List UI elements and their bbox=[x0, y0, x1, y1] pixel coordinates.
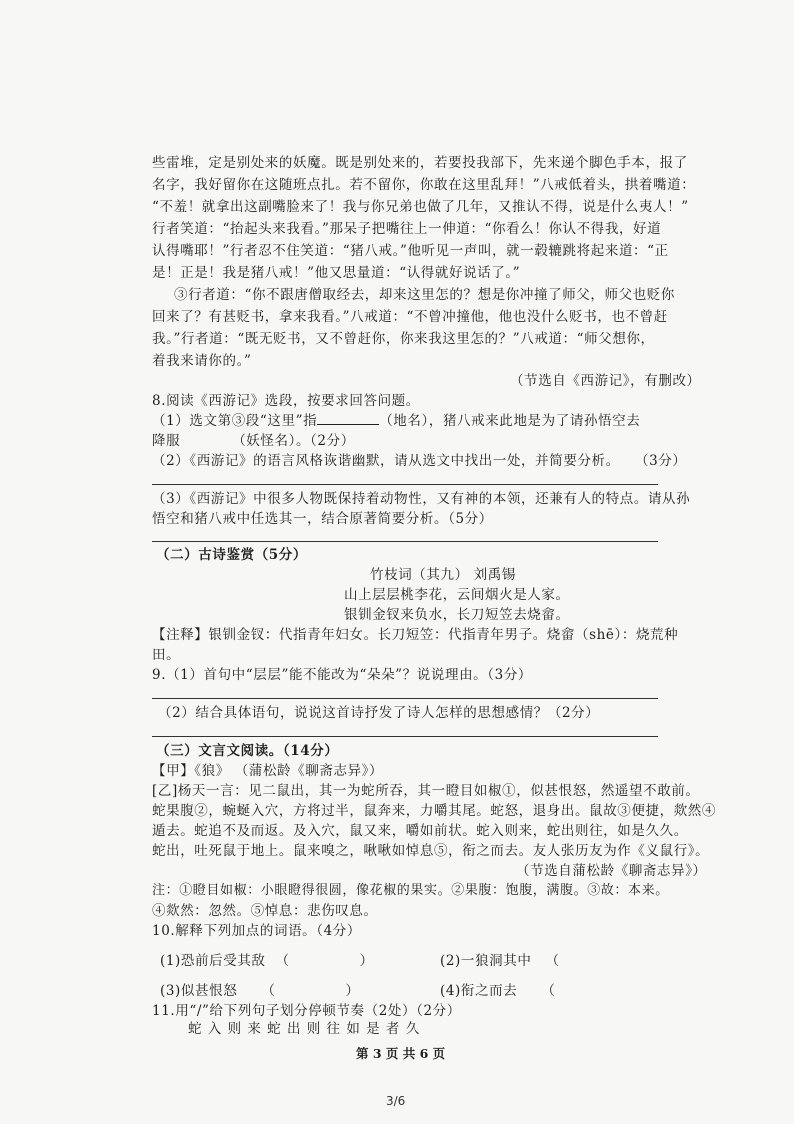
q11-stem: 11.用“/”给下列句子划分停顿节奏（2处）（2分） bbox=[152, 1003, 461, 1019]
q9-part2: （2）结合具体语句，说说这首诗抒发了诗人怎样的思想感情？（2分） bbox=[158, 705, 600, 721]
page-indicator: 3/6 bbox=[386, 1094, 406, 1108]
passage-yi-line: [乙]杨天一言：见二鼠出，其一为蛇所吞，其一瞪目如椒①，似甚恨怒，然遥望不敢前。 bbox=[152, 783, 700, 799]
passage-line: 着我来请你的。” bbox=[152, 353, 252, 369]
answer-blank[interactable] bbox=[275, 983, 345, 995]
q10-stem: 10.解释下列加点的词语。（4分） bbox=[152, 923, 362, 939]
q10-item bbox=[160, 952, 374, 970]
q8-part2-score: （3分） bbox=[641, 453, 687, 469]
passage-line: ③行者道：“你不跟唐僧取经去，却来这里怎的？想是你冲撞了师父，师父也贬你 bbox=[174, 287, 676, 303]
q8-part2 bbox=[152, 452, 687, 470]
passage-yi-line: 蛇出，吐死鼠于地上。鼠来嗅之，啾啾如悼息⑤，衔之而去。友人张历友为作《义鼠行》。 bbox=[152, 843, 710, 859]
section-title: （三）文言文阅读。（14分） bbox=[156, 743, 339, 759]
paren-close: ） bbox=[345, 983, 360, 999]
q8-stem: 8.阅读《西游记》选段，按要求回答问题。 bbox=[152, 393, 420, 409]
passage-line: 些雷堆，定是别处来的妖魔。既是别处来的，若要投我部下，先来递个脚色手本，报了 bbox=[152, 155, 688, 171]
q9-part1: 9.（1）首句中“层层”能不能改为“朵朵”？说说理由。（3分） bbox=[152, 667, 533, 683]
q8-part1 bbox=[152, 412, 640, 430]
section-title: （二）古诗鉴赏（5分） bbox=[156, 547, 307, 563]
q8-part1-text: 降服 bbox=[152, 433, 181, 449]
paren-close: ） bbox=[359, 953, 374, 969]
paren-open: （ bbox=[261, 983, 276, 999]
answer-line[interactable] bbox=[152, 484, 658, 485]
answer-line[interactable] bbox=[152, 541, 658, 542]
answer-line[interactable] bbox=[152, 698, 658, 699]
notes: 注：①瞪目如椒：小眼瞪得很圆，像花椒的果实。②果腹：饱腹，满腹。③故：本来。 bbox=[152, 883, 669, 898]
poem-note: 田。 bbox=[152, 647, 181, 663]
q10-item bbox=[440, 982, 555, 1000]
passage-jia: 【甲】《狼》 （蒲松龄《聊斋志异》） bbox=[152, 763, 384, 779]
poem-title: 竹枝词（其九） 刘禹锡 bbox=[370, 567, 516, 583]
passage-yi-line: 蛇果腹②，蜿蜒入穴，方将过半，鼠奔来，力嚼其尾。蛇怒，退身出。鼠故③便捷，欻然④ bbox=[152, 803, 716, 819]
passage-line: 回来了？有甚贬书，拿来我看。”八戒道：“不曾冲撞他，他也没什么贬书，也不曾赶 bbox=[152, 309, 668, 325]
q8-part1-cont bbox=[152, 432, 355, 450]
passage-line: “不羞！就拿出这副嘴脸来了！我与你兄弟也做了几年，又推认不得，说是什么夷人！” bbox=[152, 199, 689, 215]
passage-yi-line: 遁去。蛇追不及而返。及入穴，鼠又来，嚼如前状。蛇入则来，蛇出则往，如是久久。 bbox=[152, 823, 688, 839]
answer-blank[interactable] bbox=[317, 412, 379, 425]
passage-line: 是！正是！我是猪八戒！”他又思量道：“认得就好说话了。” bbox=[152, 265, 521, 281]
page-footer: 第 3 页 共 6 页 bbox=[356, 1046, 446, 1061]
answer-blank[interactable] bbox=[290, 953, 360, 965]
q8-part2-text: （2）《西游记》的语言风格诙谐幽默，请从选文中找出一处，并简要分析。 bbox=[152, 453, 620, 469]
paren-open: （ bbox=[545, 953, 560, 969]
paren-open: （ bbox=[541, 983, 556, 999]
q8-part1-text: （1）选文第③段“这里”指 bbox=[152, 413, 318, 429]
poem-line: 银钏金钗来负水，长刀短笠去烧畲。 bbox=[344, 607, 570, 623]
q10-item bbox=[440, 952, 560, 970]
notes: ④欻然：忽然。⑤悼息：悲伤叹息。 bbox=[152, 903, 378, 919]
passage-line: 认得嘴耶！”行者忍不住笑道：“猪八戒。”他听见一声叫，就一毂辘跳将起来道：“正 bbox=[152, 243, 669, 259]
answer-line[interactable] bbox=[152, 736, 658, 737]
q8-part1-text: （妖怪名）。（2分） bbox=[232, 433, 355, 449]
q10-item-text: (3)似甚恨怒 bbox=[160, 983, 238, 999]
q8-part3-cont: 悟空和猪八戒中任选其一，结合原著简要分析。（5分） bbox=[152, 511, 493, 527]
paren-open: （ bbox=[275, 953, 290, 969]
passage-line: 名字，我好留你在这随班点扎。若不留你，你敢在这里乱拜！”八戒低着头，拱着嘴道： bbox=[152, 177, 696, 193]
poem-note: 【注释】银钏金钗：代指青年妇女。长刀短笠：代指青年男子。烧畲（shē）：烧荒种 bbox=[152, 627, 679, 643]
passage-line: 我。”行者道：“既无贬书，又不曾赶你，你来我这里怎的？”八戒道：“师父想你， bbox=[152, 331, 655, 347]
q10-item bbox=[160, 982, 360, 1000]
q8-part1-text: （地名），猪八戒来此地是为了请孙悟空去 bbox=[379, 413, 641, 429]
passage-source: （节选自《西游记》，有删改） bbox=[510, 373, 701, 389]
q11-sentence: 蛇 入 则 来 蛇 出 则 往 如 是 者 久 bbox=[188, 1021, 421, 1037]
q10-item-text: (2)一狼洞其中 bbox=[440, 953, 532, 969]
passage-yi-source: （节选自蒲松龄《聊斋志异》） bbox=[516, 863, 707, 879]
poem-line: 山上层层桃李花，云间烟火是人家。 bbox=[344, 587, 570, 603]
q10-item-text: (1)恐前后受其敌 bbox=[160, 953, 266, 969]
answer-blank[interactable] bbox=[180, 433, 232, 445]
q8-part3: （3）《西游记》中很多人物既保持着动物性，又有神的本领，还兼有人的特点。请从孙 bbox=[152, 491, 691, 507]
passage-line: 行者笑道：“抬起头来我看。”那呆子把嘴往上一伸道：“你看么！你认不得我，好道 bbox=[152, 221, 662, 237]
q10-item-text: (4)衔之而去 bbox=[440, 983, 518, 999]
